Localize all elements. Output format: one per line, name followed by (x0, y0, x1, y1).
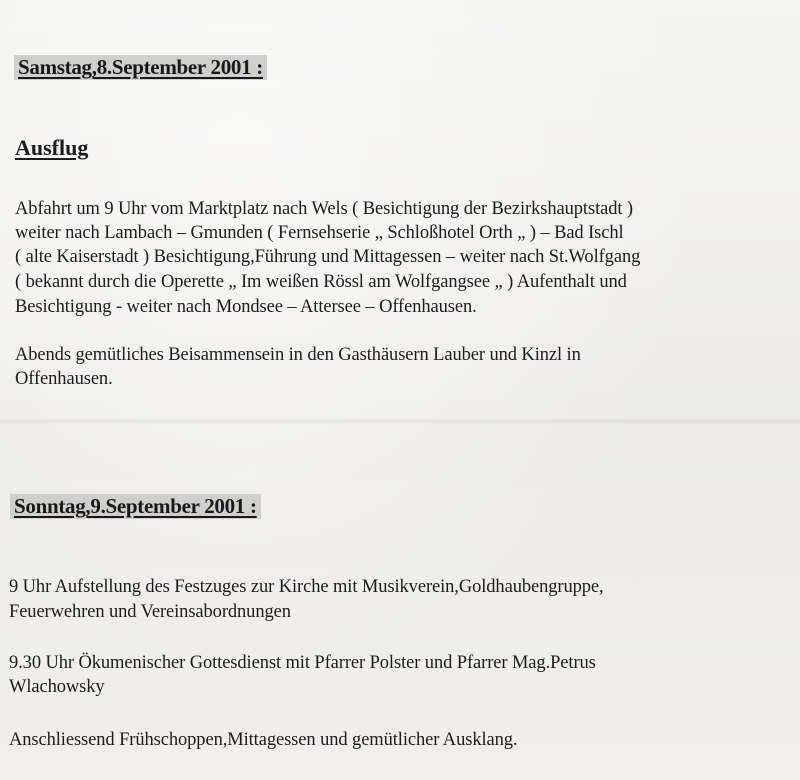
saturday-paragraph1-line: Besichtigung - weiter nach Mondsee – Attersee – Offenhausen. (15, 297, 477, 317)
saturday-date-heading: Samstag,8.September 2001 : (14, 55, 267, 80)
sunday-paragraph2-line: Wlachowsky (9, 677, 105, 697)
sunday-date-heading: Sonntag,9.September 2001 : (10, 494, 261, 519)
saturday-paragraph2-line: Offenhausen. (15, 369, 113, 389)
paper-fold-shadow (0, 418, 800, 424)
sunday-paragraph3-line: Anschliessend Frühschoppen,Mittagessen und gemütlicher Ausklang. (9, 730, 518, 750)
saturday-paragraph1-line: ( alte Kaiserstadt ) Besichtigung,Führung und Mittagessen – weiter nach St.Wolfgang (15, 247, 641, 267)
saturday-paragraph1-line: Abfahrt um 9 Uhr vom Marktplatz nach Wels ( Besichtigung der Bezirkshauptstadt ) (15, 199, 633, 219)
saturday-paragraph1-line: weiter nach Lambach – Gmunden ( Fernsehserie „ Schloßhotel Orth „ ) – Bad Ischl (15, 223, 624, 243)
saturday-paragraph1-line: ( bekannt durch die Operette „ Im weißen Rössl am Wolfgangsee „ ) Aufenthalt und (15, 272, 627, 292)
sunday-paragraph1-line: Feuerwehren und Vereinsabordnungen (9, 602, 291, 622)
excursion-heading: Ausflug (15, 135, 89, 160)
saturday-paragraph2-line: Abends gemütliches Beisammensein in den Gasthäusern Lauber und Kinzl in (15, 345, 581, 365)
sunday-paragraph2-line: 9.30 Uhr Ökumenischer Gottesdienst mit Pfarrer Polster und Pfarrer Mag.Petrus (9, 653, 596, 673)
sunday-paragraph1-line: 9 Uhr Aufstellung des Festzuges zur Kirche mit Musikverein,Goldhaubengruppe, (9, 577, 604, 597)
